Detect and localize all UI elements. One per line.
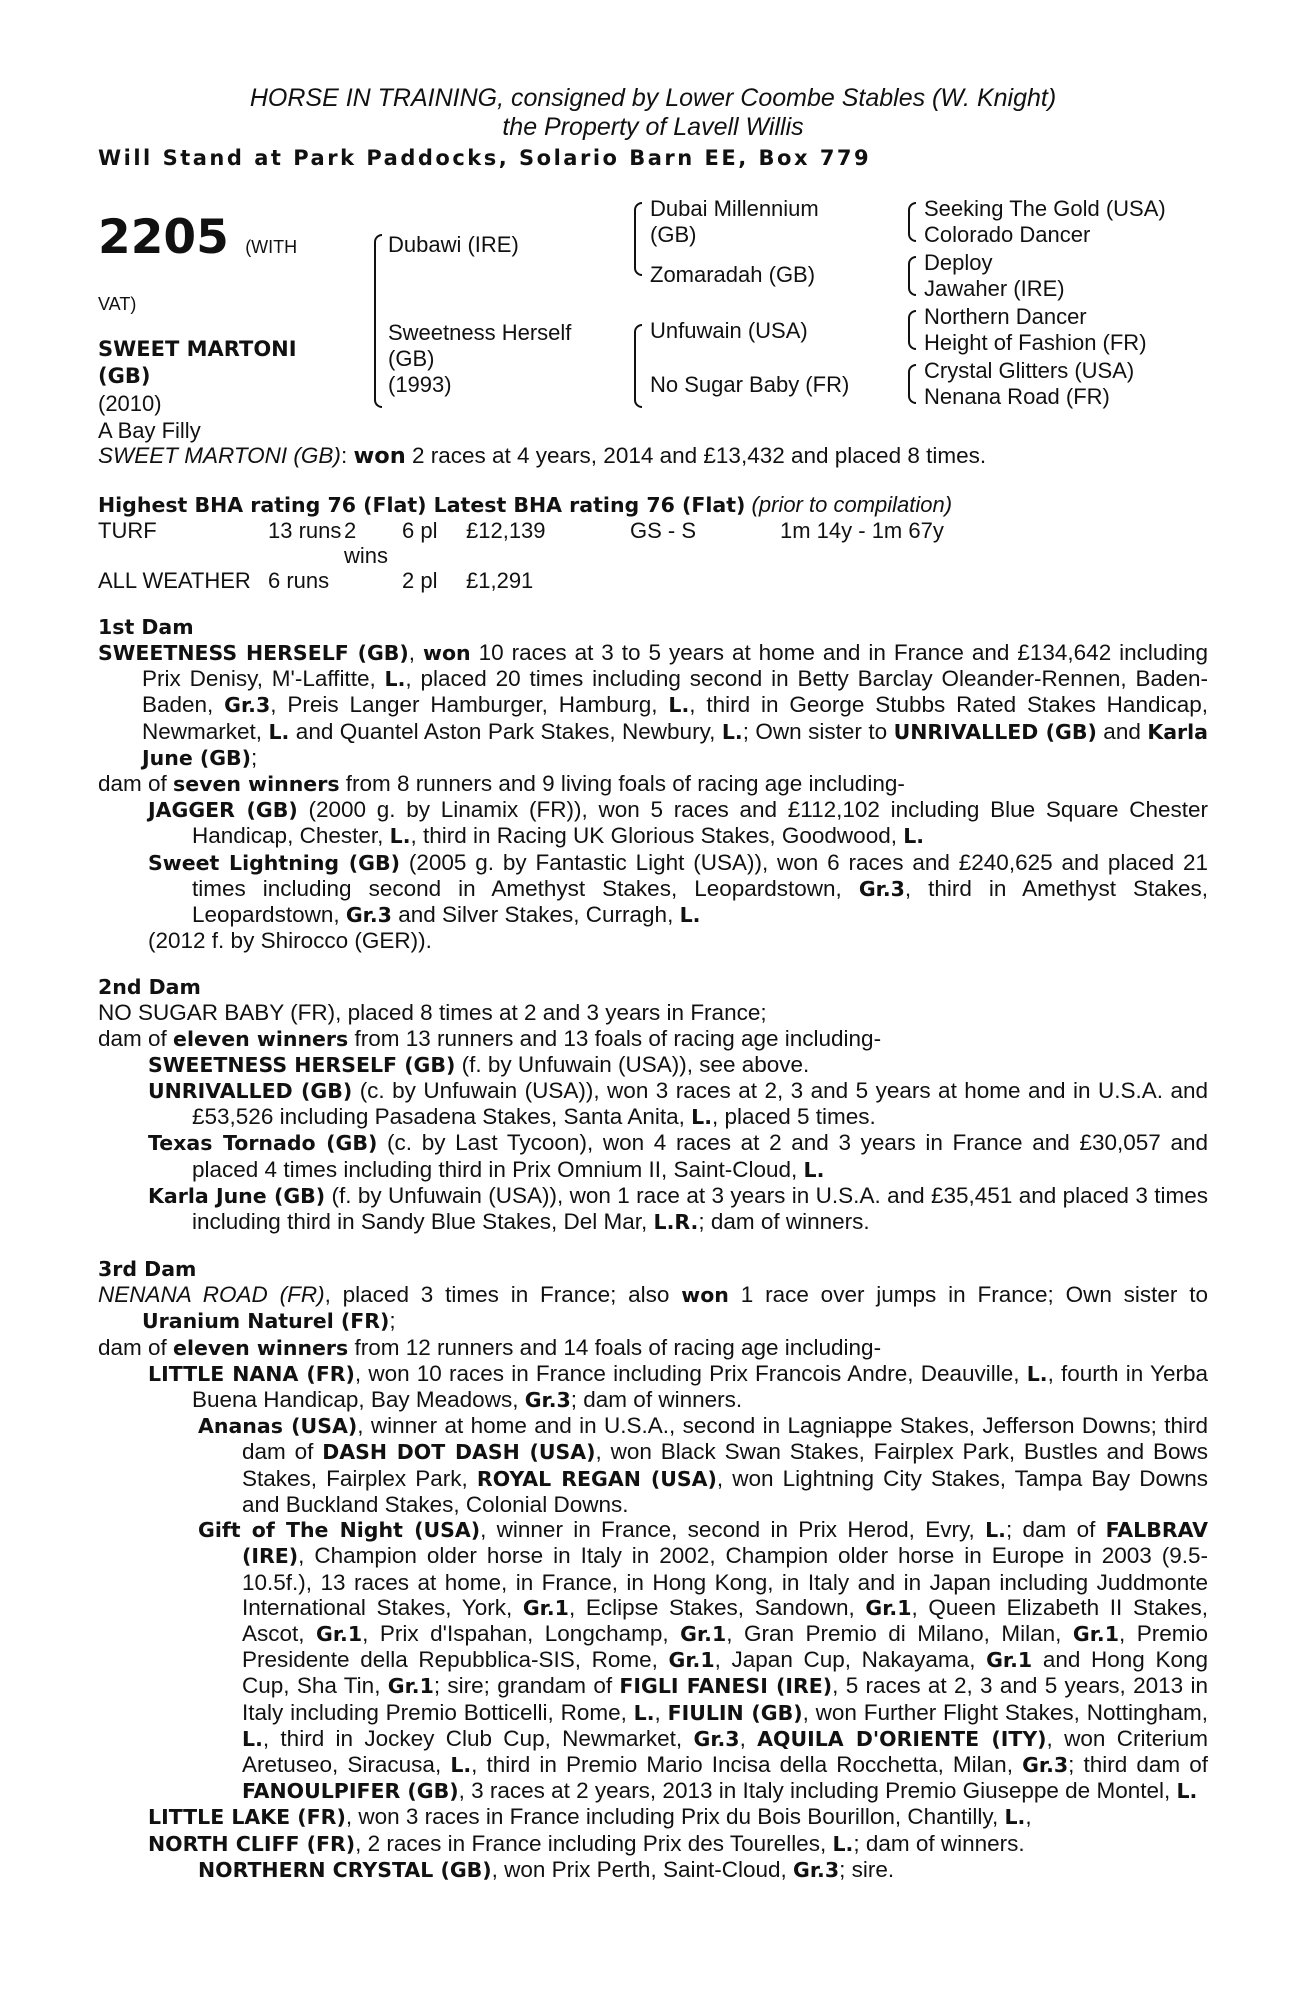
text-run: , placed 3 times in France; also [324, 1282, 682, 1308]
bold-text: Gr.3 [858, 876, 905, 901]
catalogue-page [98, 84, 1208, 1883]
produce-entry [98, 850, 1208, 929]
bold-text: Karla June (GB) [148, 1183, 326, 1208]
sire: Dubawi (IRE) [388, 232, 519, 257]
produce-entry [98, 928, 1208, 953]
dam-paragraph [98, 1000, 1208, 1025]
dam-sire-dam: Height of Fashion (FR) [924, 330, 1147, 355]
text-run: ; sire. [839, 1856, 895, 1882]
summary-text: 2 races at 4 years, 2014 and £13,432 and placed 8 times. [405, 443, 987, 468]
horse-name [98, 336, 298, 390]
bold-text: FALBRAV (IRE) [242, 1518, 1208, 1569]
produce-entry [98, 797, 1208, 849]
text-run: (f. by Unfuwain (USA)), see above. [455, 1051, 810, 1077]
placed: 2 pl [402, 568, 438, 593]
text-run: and Hong Kong Cup, Sha Tin, [242, 1647, 1208, 1699]
vat-label: (WITH VAT) [98, 237, 298, 314]
text-run: 10 races at 3 to 5 years at home and in France and £134,642 including Prix Denisy, M'-Laffitte, [142, 640, 1208, 692]
bold-text: L. [721, 719, 743, 744]
rating-headline: Highest BHA rating 76 (Flat) Latest BHA rating 76 (Flat) [98, 493, 746, 517]
text-run: ; dam of winners. [570, 1387, 743, 1413]
bold-text: L. [268, 719, 290, 744]
dam-line-2: (GB) [388, 346, 435, 371]
text-run: , won Further Flight Stakes, Nottingham, [802, 1699, 1209, 1725]
text-run: , Premio Presidente della Repubblica-SIS, Rome, [242, 1620, 1208, 1673]
dam-paragraph [98, 640, 1208, 771]
dam-line-3: (1993) [388, 372, 452, 397]
wins [344, 568, 402, 593]
distance: 1m 14y - 1m 67y [780, 518, 944, 543]
text-run: NO SUGAR BABY (FR), placed 8 times at 2 and 3 years in France; [98, 1000, 767, 1026]
text-run: , won Lightning City Stakes, Tampa Bay Downs and Buckland Stakes, Colonial Downs. [242, 1465, 1208, 1517]
bold-text: Gr.1 [668, 1648, 715, 1673]
bold-text: Gr.1 [680, 1621, 727, 1646]
text-run: ; sire; grandam of [433, 1673, 620, 1699]
text-run: (2005 g. by Fantastic Light (USA)), won 6 races and £240,625 and placed 21 times including second in Amethyst Stakes, Leopardstown, [192, 849, 1208, 901]
pedigree-brace [908, 256, 916, 296]
text-run: dam of [98, 771, 174, 797]
bold-text: L. [242, 1726, 263, 1751]
bold-text: Gr.3 [345, 903, 392, 928]
text-run: , placed 20 times including second in Betty Barclay Oleander-Rennen, Baden-Baden, [142, 666, 1208, 718]
bold-text: won [423, 641, 471, 665]
text-run: ; [251, 744, 258, 770]
bold-text: seven winners [173, 772, 340, 797]
lot-number: 2205 [98, 210, 229, 265]
text-run: , won 10 races in France including Prix Francois Andre, Deauville, [354, 1360, 1027, 1386]
dam-paragraph [98, 1282, 1208, 1334]
bold-text: SWEETNESS HERSELF (GB) [98, 641, 409, 665]
pedigree-brace [634, 324, 642, 408]
produce-intro [98, 771, 1208, 797]
bold-text: Texas Tornado (GB) [148, 1131, 378, 1156]
rating-row-all-weather [98, 568, 1208, 593]
bold-text: Gr.3 [224, 693, 271, 718]
rating-note: (prior to compilation) [751, 492, 953, 517]
text-run: , Japan Cup, Nakayama, [714, 1647, 987, 1673]
prize-money: £12,139 [466, 518, 546, 543]
bold-text: L. [803, 1157, 825, 1182]
produce-intro [98, 1335, 1208, 1361]
text-run: from 13 runners and 13 foals of racing age including- [348, 1025, 882, 1051]
text-run: ; [389, 1308, 396, 1334]
pedigree-brace [908, 364, 916, 404]
bold-text: AQUILA D'ORIENTE (ITY) [757, 1726, 1047, 1751]
pedigree-brace [908, 310, 916, 350]
text-run: , fourth in Yerba Buena Handicap, Bay Meadows, [192, 1360, 1208, 1413]
section-heading: 2nd Dam [98, 975, 201, 1000]
bold-text: L. [691, 1105, 712, 1130]
text-run: ; Own sister to [742, 718, 894, 744]
produce-entry [98, 1804, 1208, 1830]
dam-dam-sire: Crystal Glitters (USA) [924, 358, 1135, 383]
horse-name-line-2: (GB) [98, 364, 151, 388]
sire-sire-line-1: Dubai Millennium [650, 196, 819, 221]
text-run: , 5 races at 2, 3 and 5 years, 2013 in Italy including Premio Botticelli, Rome, [242, 1673, 1208, 1725]
stand-location: Will Stand at Park Paddocks, Solario Barn EE, Box 779 [98, 146, 872, 170]
bold-text: ROYAL REGAN (USA) [476, 1466, 717, 1491]
surface: TURF [98, 518, 157, 543]
text-run: , 2 races in France including Prix des Tourelles, [355, 1830, 833, 1856]
text-run: , third in Amethyst Stakes, Leopardstown, [192, 875, 1208, 928]
text-run: (c. by Last Tycoon), won 4 races at 2 and 3 years in France and £30,057 and placed 4 times including third in Prix Omnium II, Saint-Cloud, [192, 1130, 1208, 1182]
bold-text: Gr.1 [387, 1674, 434, 1699]
text-run: , third in Premio Mario Incisa della Rocchetta, Milan, [471, 1751, 1023, 1777]
text-run: ; dam of winners. [698, 1209, 870, 1235]
prize-money: £1,291 [466, 568, 534, 593]
surface: ALL WEATHER [98, 568, 251, 593]
text-run: and [1096, 718, 1148, 744]
text-run: , winner at home and in U.S.A., second in Lagniappe Stakes, Jefferson Downs; third dam of [242, 1413, 1209, 1465]
bold-text: eleven winners [173, 1335, 349, 1360]
pedigree-brace [634, 202, 642, 276]
bold-text: Gr.1 [865, 1595, 912, 1620]
sire-dam: Zomaradah (GB) [650, 262, 816, 287]
bold-text: NORTH CLIFF (FR) [148, 1831, 356, 1856]
dam-sire-sire: Northern Dancer [924, 304, 1087, 329]
text-run: , won Black Swan Stakes, Fairplex Park, Bustles and Bows Stakes, Fairplex Park, [242, 1439, 1208, 1491]
lot-block [98, 210, 298, 444]
rating-block [98, 492, 1208, 593]
produce-entry [98, 1078, 1208, 1130]
bold-text: L. [450, 1752, 472, 1777]
second-dam-section [98, 975, 1208, 1235]
text-run: , Prix d'Ispahan, Longchamp, [362, 1620, 681, 1646]
runs: 6 runs [268, 568, 330, 593]
pedigree-table [98, 194, 1208, 443]
horse-name-line-1: SWEET MARTONI [98, 337, 297, 361]
text-run: (c. by Unfuwain (USA)), won 3 races at 2, 3 and 5 years at home and in U.S.A. and £53,526 including Pasadena Stakes, Santa Anita, [192, 1078, 1208, 1130]
text-run: , Champion older horse in Italy in 2002, Champion older horse in Europe in 2003 (9.5-10.5f.), 13 races at home, in France, in Hong Kong, in Italy and in Japan including Juddmonte International Stakes, York, [242, 1543, 1208, 1620]
placed: 6 pl [402, 518, 438, 543]
rating-headline-line [98, 492, 1208, 518]
bold-text: FANOULPIFER (GB) [242, 1779, 459, 1804]
wins: 2 wins [344, 518, 389, 568]
sire-sire [650, 196, 819, 248]
bold-text: L. [668, 693, 690, 718]
text-run: , won Criterium Aretuseo, Siracusa, [242, 1725, 1208, 1777]
race-summary: SWEET MARTONI (GB): won 2 races at 4 years, 2014 and £13,432 and placed 8 times. [98, 443, 987, 469]
sire-dam-sire: Deploy [924, 250, 993, 275]
runs: 13 runs [268, 518, 342, 543]
produce-entry [98, 1361, 1208, 1413]
text-run: (2000 g. by Linamix (FR)), won 5 races and £112,102 including Blue Square Chester Handicap, Chester, [192, 797, 1208, 849]
bold-text: Uranium Naturel (FR) [142, 1309, 390, 1334]
bold-text: L. [633, 1700, 655, 1725]
text-run: , third in Jockey Club Cup, Newmarket, [262, 1725, 694, 1751]
bold-text: Gr.3 [693, 1726, 740, 1751]
section-heading: 3rd Dam [98, 1257, 197, 1282]
dam-line-1: Sweetness Herself [388, 320, 572, 345]
text-run: , Queen Elizabeth II Stakes, Ascot, [242, 1594, 1208, 1646]
text-run: , 3 races at 2 years, 2013 in Italy including Premio Giuseppe de Montel, [458, 1778, 1177, 1804]
text-run: , Eclipse Stakes, Sandown, [568, 1594, 866, 1620]
text-run: , Preis Langer Hamburger, Hamburg, [270, 692, 669, 718]
bold-text: L. [679, 903, 701, 928]
rating-row-turf [98, 518, 1208, 568]
consignor-line: HORSE IN TRAINING, consigned by Lower Coombe Stables (W. Knight) [249, 84, 1057, 112]
bold-text: LITTLE NANA (FR) [148, 1361, 355, 1386]
summary-won: won [353, 443, 406, 469]
produce-entry [98, 1517, 1208, 1804]
bold-text: Gr.1 [316, 1621, 363, 1646]
text-run: and Silver Stakes, Curragh, [391, 902, 680, 928]
bold-text: UNRIVALLED (GB) [148, 1079, 353, 1104]
bold-text: eleven winners [173, 1026, 349, 1051]
going [630, 568, 780, 593]
text-run: , [739, 1725, 758, 1751]
text-run: , [1025, 1804, 1032, 1830]
produce-entry [98, 1130, 1208, 1182]
produce-intro [98, 1026, 1208, 1052]
text-run: , [654, 1699, 668, 1725]
bold-text: L. [384, 667, 406, 692]
bold-text: Gr.3 [524, 1388, 571, 1413]
bold-text: UNRIVALLED (GB) [893, 719, 1097, 744]
bold-text: L. [389, 824, 411, 849]
consignor-header [98, 84, 1208, 142]
text-run: , won Prix Perth, Saint-Cloud, [491, 1856, 794, 1882]
dam [388, 320, 571, 398]
text-run: (2012 f. by Shirocco (GER)). [148, 928, 432, 954]
sire-sire-line-2: (GB) [650, 222, 697, 247]
property-line: the Property of Lavell Willis [502, 113, 804, 141]
bold-text: SWEETNESS HERSELF (GB) [148, 1052, 456, 1077]
text-run: ; third dam of [1068, 1751, 1209, 1777]
bold-text: Karla June (GB) [142, 719, 1209, 770]
dam-dam-dam: Nenana Road (FR) [924, 384, 1110, 409]
horse-description: A Bay Filly [98, 418, 201, 443]
text-run: , Gran Premio di Milano, Milan, [726, 1620, 1073, 1646]
bold-text: Gr.3 [793, 1857, 840, 1882]
text-run: dam of [98, 1025, 174, 1051]
bold-text: Gr.3 [1022, 1752, 1069, 1777]
produce-entry [98, 1413, 1208, 1517]
text-run: from 12 runners and 14 foals of racing age including- [348, 1334, 882, 1360]
foaling-year: (2010) [98, 391, 162, 416]
bold-text: JAGGER (GB) [148, 798, 298, 823]
text-run: 1 race over jumps in France; Own sister to [728, 1282, 1209, 1308]
produce-entry [98, 1857, 1208, 1883]
produce-entry [98, 1831, 1208, 1857]
bold-text: Gr.1 [1072, 1621, 1119, 1646]
bold-text: L. [832, 1831, 854, 1856]
bold-text: L.R. [653, 1210, 699, 1235]
text-run: , third in Racing UK Glorious Stakes, Goodwood, [410, 823, 904, 849]
text-run: ; dam of winners. [853, 1830, 1025, 1856]
bold-text: Gift of The Night (USA) [198, 1518, 481, 1543]
first-dam-section [98, 615, 1208, 953]
bold-text: Gr.1 [986, 1648, 1033, 1673]
text-run: ; dam of [1005, 1517, 1106, 1543]
produce-entry [98, 1183, 1208, 1235]
text-run: , won 3 races in France including Prix du Bois Bourillon, Chantilly, [345, 1804, 1005, 1830]
bold-text: L. [1004, 1805, 1026, 1830]
bold-text: L. [903, 824, 925, 849]
produce-entry [98, 1052, 1208, 1078]
bold-text: Gr.1 [522, 1595, 569, 1620]
dam-sire: Unfuwain (USA) [650, 318, 808, 343]
text-run: (f. by Unfuwain (USA)), won 1 race at 3 years in U.S.A. and £35,451 and placed 3 times including third in Sandy Blue Stakes, Del Mar, [192, 1182, 1208, 1235]
pedigree-brace [908, 202, 916, 242]
bold-text: L. [1026, 1361, 1048, 1386]
summary-horse-name: SWEET MARTONI (GB) [98, 443, 341, 468]
section-heading: 1st Dam [98, 615, 194, 639]
third-dam-section [98, 1257, 1208, 1883]
text-run: dam of [98, 1334, 174, 1360]
dam-dam: No Sugar Baby (FR) [650, 372, 850, 397]
bold-text: won [681, 1283, 729, 1308]
text-run: , third in George Stubbs Rated Stakes Handicap, Newmarket, [142, 692, 1208, 744]
bold-text: DASH DOT DASH (USA) [322, 1440, 596, 1465]
bold-text: Ananas (USA) [198, 1414, 358, 1439]
bold-text: Sweet Lightning (GB) [148, 850, 401, 875]
lot-number-line [98, 210, 298, 328]
pedigree-brace [374, 234, 382, 408]
bold-text: L. [985, 1518, 1006, 1543]
sire-sire-sire: Seeking The Gold (USA) [924, 196, 1166, 221]
text-run: , placed 5 times. [711, 1104, 876, 1130]
bold-text: NORTHERN CRYSTAL (GB) [198, 1857, 492, 1882]
going: GS - S [630, 518, 697, 543]
bold-text: FIULIN (GB) [667, 1700, 803, 1725]
italic-text: NENANA ROAD (FR) [98, 1282, 325, 1308]
text-run: , [408, 640, 424, 665]
sire-dam-dam: Jawaher (IRE) [924, 276, 1065, 301]
bold-text: FIGLI FANESI (IRE) [619, 1674, 833, 1699]
bold-text: L. [1176, 1779, 1198, 1804]
text-run: from 8 runners and 9 living foals of racing age including- [339, 771, 905, 797]
sire-sire-dam: Colorado Dancer [924, 222, 1091, 247]
bold-text: LITTLE LAKE (FR) [148, 1805, 346, 1830]
text-run: and Quantel Aston Park Stakes, Newbury, [289, 718, 722, 744]
text-run: , winner in France, second in Prix Herod, Evry, [480, 1517, 986, 1543]
